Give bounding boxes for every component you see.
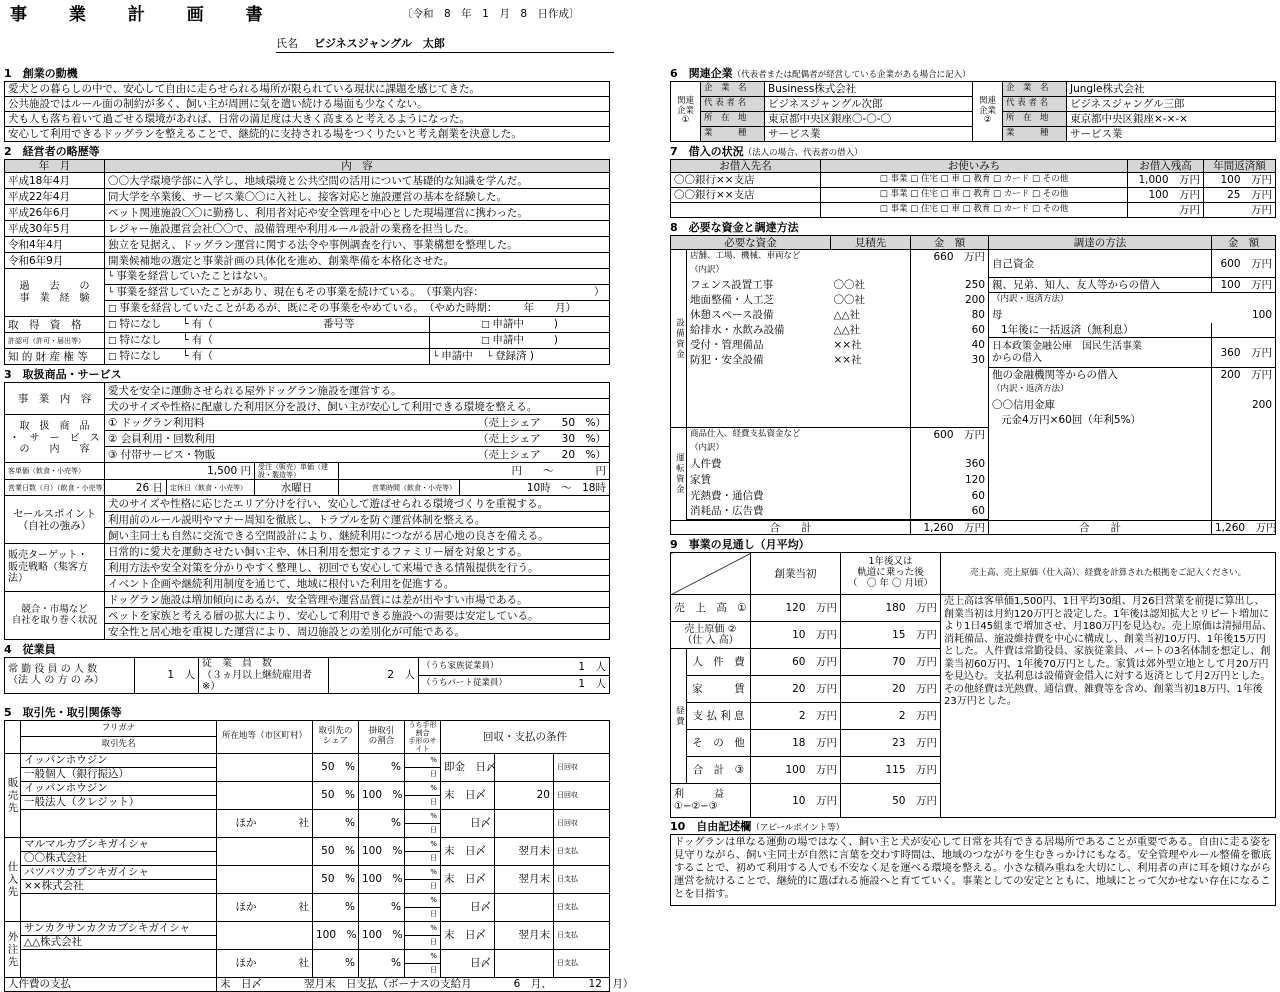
partner-kana: マルマルカブシキガイシャ [21,837,217,851]
funds-header-source-amount: 金 額 [1212,236,1276,250]
partners-header-location: 所在地等（市区町村） [217,720,313,753]
forecast-later: 70 万円 [841,649,941,676]
partner-day: 翌月末 [495,837,554,865]
fund-family-value: 100 万円 [1212,278,1276,293]
section-6-title: 6 関連企業（代表者または配偶者が経営している企業がある場合に記入） [670,67,971,80]
borrow-annual: 25 万円 [1204,188,1276,203]
funds-total-label: 合 計 [671,521,911,535]
fund-jfc-value: 360 万円 [1212,338,1276,368]
section-1-title: 1 創業の動機 [4,67,78,80]
partner-cond: 末 日〆 [441,837,495,865]
products-table [4,382,610,640]
supplier-side-label: 仕入先 [5,837,21,921]
expenses-side-label: 経費 [671,649,687,784]
funds-header-quote: 見積先 [831,236,911,250]
career-content: 〇〇大学環境学部に入学し、地域環境と公共空間の活用について基礎的な知識を学んだ。 [105,173,610,189]
related-label: 所 在 地 [701,112,765,127]
borrow-annual: 100 万円 [1204,173,1276,188]
related-label: 所 在 地 [1003,112,1067,127]
equip-vendor: ××社 [833,339,862,352]
free-text: ドッグランは単なる運動の場ではなく、飼い主と犬が安心して日常を共有できる居場所であることが重要である。自由に走る姿を見守りながら、飼い主同士が自然に言葉を交わす時間は、地域のつながりを生むきっかけにもなる。安全管理やルール整備を徹底することで、初めて利用する人でも不安なく足を運べる環境を整える。小さな積み重ねを大切にし、利用者の声に耳を傾けながら運営を続けることで、継続的に選ばれる施設へと育てていく。事業としての安定とともに、地域にとって欠かせない存在になることを目指す。 [670,834,1276,906]
borrow-header-balance: お借入残高 [1128,160,1204,173]
partner-day: 翌月末 [495,921,554,949]
related-2-rep: ビジネスジャングル三郎 [1067,97,1276,112]
payroll-label: 人件費の支払 [5,977,217,991]
officers-value: 1 人 [135,658,199,694]
section-3-title: 3 取扱商品・サービス [4,368,122,382]
owner-name-label: 氏名 [276,37,298,50]
section-5-title: 5 取引先・取引関係等 [4,705,122,719]
fund-family-note: （内訳・返済方法） [989,293,1212,308]
target-line: 利用方法や安全対策を分かりやすく整理し、初回でも安心して来場できる情報提供を行う。 [105,560,610,576]
family-employees-value: 1 人 [550,658,610,676]
equip-item: フェンス設置工事 [687,278,831,293]
partner-unit: 日支払 [553,837,609,865]
profit-label: 利 益 ①−②−③ [671,784,751,818]
profit-later: 50 万円 [841,784,941,818]
related-companies-table [670,81,1276,142]
past-business-label: 過 去 の 事 業 経 験 [5,269,105,317]
borrow-use-options[interactable]: □ 事業 □ 住宅 □ 車 □ 教育 □ カード □ その他 [821,188,1128,203]
unit-price-value: 1,500 円 [105,463,255,480]
biz-content-line: 犬のサイズや性格に配慮した利用区分を設け、飼い主が安心して利用できる環境を整える。 [105,399,610,415]
equip-vendor: △△社 [833,324,861,337]
past-business-option[interactable]: └ 事業を経営していたことはない。 [105,269,610,285]
borrow-balance: 100 万円 [1128,188,1204,203]
section-4-title: 4 従業員 [4,643,56,657]
equip-vendor: 〇〇社 [833,279,865,292]
partner-name: 一般個人（銀行振込） [21,767,217,781]
borrow-header-lender: お借入先名 [671,160,821,173]
competition-line: ドッグラン施設は増加傾向にあるが、安全管理や運営品質には差が出やすい市場である。 [105,592,610,608]
related-company-2-label: 関連企業② [973,82,1003,142]
equip-item: 給排水・水飲み設備 [687,323,831,338]
equipment-total: 660 万円 [911,250,989,264]
partner-credit: 100 % [359,837,405,865]
partner-cond: 即金 日〆 [441,753,495,781]
career-header-date: 年 月 [5,160,105,173]
funds-total-right: 1,260 万円 [1212,521,1276,535]
borrow-lender [671,203,821,218]
career-content: 開業候補地の選定と事業計画の具体化を進め、創業準備を本格化させた。 [105,253,610,269]
equip-amount: 80 [911,308,989,323]
related-2-name: Jungle株式会社 [1067,82,1276,97]
equip-amount: 40 [911,338,989,353]
related-label: 企 業 名 [701,82,765,97]
partner-credit: % [359,753,405,781]
funds-table [670,235,1276,535]
product-share: （売上シェア 50 %） [459,415,609,431]
related-1-address: 東京都中央区銀座〇-〇-〇 [765,112,973,127]
motivation-line: 愛犬との暮らしの中で、安心して自由に走らせられる場所が限られている現状に課題を感じてきた。 [5,82,610,97]
related-company-1-label: 関連企業① [671,82,701,142]
operating-sub: （内訳） [687,442,911,456]
partner-name: ××株式会社 [21,879,217,893]
funds-total-label-right: 合 計 [989,521,1212,535]
days-value: 26 日 [105,480,167,496]
equipment-fund-label: 設備資金 [671,250,687,428]
selling-point-line: 飼い主同士も自然に交流できる空間設計により、継続利用につながる居心地の良さを備える。 [105,528,610,544]
career-content: ペット関連施設〇〇に勤務し、利用者対応や安全管理を中心とした現場運営に携わった。 [105,205,610,221]
doc-title: 事 業 計 画 書 [10,5,281,25]
ip-option[interactable]: □ 特になし └ 有（ [105,349,430,365]
op-item: 家賃 [687,472,911,488]
partner-share: 50 % [313,865,359,893]
equip-vendor: ××社 [833,354,862,367]
holiday-label: 定休日（飲食・小売等） [167,480,255,496]
fund-other-detail-value: 200 [1212,398,1276,413]
related-2-industry: サービス業 [1067,127,1276,142]
sales-side-label: 販売先 [5,753,21,837]
career-header-content: 内 容 [105,160,610,173]
section-7-title: 7 借入の状況（法人の場合、代表者の借入） [670,145,863,158]
competition-label: 競合・市場など 自社を取り巻く状況 [5,592,105,640]
funds-header-need: 必要な資金 [671,236,831,250]
related-1-industry: サービス業 [765,127,973,142]
op-item: 人件費 [687,456,911,472]
employees-value: 2 人 [329,658,419,694]
fund-family-detail-value: 100 [1212,308,1276,323]
target-line: 日常的に愛犬を運動させたい飼い主や、休日利用を想定するファミリー層を対象とする。 [105,544,610,560]
equip-amount: 60 [911,323,989,338]
partner-day: 翌月末 [495,865,554,893]
fund-other-note: （内訳・返済方法） [989,383,1212,398]
fund-own: 自己資金 [989,250,1212,278]
related-2-address: 東京都中央区銀座×-×-× [1067,112,1276,127]
partner-cond: 末 日〆 [441,781,495,809]
equip-item: 地面整備・人工芝 [687,293,831,308]
qualification-option[interactable]: □ 特になし └ 有（ 番号等 [105,317,430,333]
products-label: 取 扱 商 品 ・ サ ー ビ ス の 内 容 [5,415,105,463]
section-10-title: 10 自由記述欄（アピールポイント等） [670,820,845,834]
partner-name: 一般法人（クレジット） [21,795,217,809]
order-price-value: 円 〜 円 [339,463,610,480]
related-label: 企 業 名 [1003,82,1067,97]
borrow-lender: 〇〇銀行××支店 [671,188,821,203]
forecast-header-later: 1年後又は 軌道に乗った後 （ 〇 年 〇 月頃） [841,553,941,595]
forecast-later: 180 万円 [841,595,941,622]
operating-total: 600 万円 [911,428,989,442]
product-share: （売上シェア 20 %） [459,447,609,463]
career-date: 令和4年4月 [5,237,105,253]
partner-credit: 100 % [359,865,405,893]
career-date: 平成18年4月 [5,173,105,189]
funds-total-left: 1,260 万円 [911,521,989,535]
forecast-later: 23 万円 [841,730,941,757]
partner-other: ほか 社 [217,949,313,977]
partner-kana: イッパンホウジン [21,753,217,767]
selling-point-line: 犬のサイズや性格に応じたエリア分けを行い、安心して遊ばせられる環境づくりを重視する。 [105,496,610,512]
partners-table: フリガナ 所在地等（市区町村） 取引先の シェア 掛取引 の割合 うち手形割合 手形のサイト 回収・支払の条件 取引先名 販売先 イッパンホウジン 50 % % % 即金 日〆 日回収 一般個人（銀行振込） 日 イッパンホウジン 50 % 100 % % 末 日〆 20 日回収 一般法人（クレジット） 日 ほか 社 % % % 日〆 日回収 日 仕入先 マルマルカブシキガイシャ 50 % 100 % % 末 日〆 翌月末 日支払 〇〇株式会社 日 バツバツカブシキガイシャ 50 % 100 % % 末 日〆 翌月末 日支払 ××株式会社 日 ほか 社 % % % 日〆 日支払 日 外注先 サンカクサンカクカブシキガイシャ 100 % 100 % % 末 日〆 翌月末 日支払 △△株式会社 日 ほか 社 % % % 日〆 日支払 日 人件費の支払 末 日〆 翌月末 日支払（ボーナスの支給月 6 月、 12 月） [4,720,610,992]
partners-header-kana: フリガナ [21,720,217,737]
fund-other-value: 200 万円 [1212,368,1276,383]
related-1-name: Business株式会社 [765,82,973,97]
forecast-later: 115 万円 [841,757,941,784]
op-amount: 360 [911,456,989,472]
forecast-label: 売上原価 ② （仕 入 高） [671,622,751,649]
equipment-sub: （内訳） [687,264,911,278]
ip-label: 知 的 財 産 権 等 [5,349,105,365]
section-8-title: 8 必要な資金と調達方法 [670,221,799,235]
profit-start: 10 万円 [751,784,841,818]
forecast-start: 60 万円 [751,649,841,676]
partner-day: 20 [495,781,554,809]
funds-header-source: 調達の方法 [989,236,1212,250]
target-line: イベント企画や継続利用制度を通じて、地域に根付いた利用を促進する。 [105,576,610,592]
borrow-header-annual: 年間返済額 [1204,160,1276,173]
competition-line: ペットを家族と考える層の拡大により、安心して利用できる施設への需要は安定している。 [105,608,610,624]
fund-other-detail: 〇〇信用金庫 [989,398,1212,413]
motivation-line: 安心して利用できるドッグランを整えることで、継続的に支持される場をつくりたいと考え創業を決意した。 [5,127,610,142]
days-label: 営業日数（月）（飲食・小売等） [5,480,105,496]
career-content: 同大学を卒業後、サービス業〇〇に入社し、接客対応と施設運営の基本を経験した。 [105,189,610,205]
partner-share: 100 % [313,921,359,949]
forecast-basis: 売上高は客単価1,500円、1日平均30組、月26日営業を前提に算出し、創業当初は月約120万円と設定した。1年後は認知拡大とリピート増加により1日45組まで増加させ、月180万円を見込む。売上原価は清掃用品、消耗備品、施設維持費を中心に構成し、創業当初10万円、1年後15万円とした。人件費は常勤役員、家族従業員、パートの3名体制を想定し、創業当初60万円、1年後70万円とした。家賃は郊外型立地として月20万円を見込む。支払利息は設備資金借入に対する返済として月2万円とした。その他経費は光熱費、通信費、雑費等を含め、創業当初18万円、1年後23万円とした。 [941,595,1276,818]
owner-name-value: ビジネスジャングル 太郎 [314,37,445,50]
biz-content-line: 愛犬を安全に運動させられる屋外ドッグラン施設を運営する。 [105,383,610,399]
partner-day [495,753,554,781]
competition-line: 安全性と居心地を重視した運営により、周辺施設との差別化が可能である。 [105,624,610,640]
equip-amount: 200 [911,293,989,308]
permit-option[interactable]: □ 特になし └ 有（ [105,333,430,349]
product-name: ③ 付帯サービス・物販 [105,447,460,463]
career-table [4,159,610,365]
outsource-side-label: 外注先 [5,921,21,977]
forecast-label: 人 件 費 [687,649,751,676]
forecast-later: 20 万円 [841,676,941,703]
career-date: 平成26年6月 [5,205,105,221]
career-content: レジャー施設運営会社〇〇で、設備管理や利用ルール設計の業務を担当した。 [105,221,610,237]
unit-price-label: 客単価（飲食・小売等） [5,463,105,480]
borrow-balance: 1,000 万円 [1128,173,1204,188]
borrow-use-options[interactable]: □ 事業 □ 住宅 □ 車 □ 教育 □ カード □ その他 [821,203,1128,218]
partner-kana: イッパンホウジン [21,781,217,795]
borrow-lender: 〇〇銀行××支店 [671,173,821,188]
forecast-later: 2 万円 [841,703,941,730]
partner-name: △△株式会社 [21,935,217,949]
family-employees-label: （うち家族従業員） [419,658,550,676]
related-label: 代 表 者 名 [701,97,765,112]
employees-table [4,657,610,694]
forecast-start: 18 万円 [751,730,841,757]
doc-date: 〔令和 8 年 1 月 8 日作成〕 [402,8,580,20]
payroll-value: 末 日〆 翌月末 日支払（ボーナスの支給月 6 月、 12 月） [217,977,610,991]
fund-family-repay: 1年後に一括返済（無利息） [989,323,1212,338]
forecast-start: 20 万円 [751,676,841,703]
op-amount: 120 [911,472,989,488]
forecast-later: 15 万円 [841,622,941,649]
forecast-label: 合 計 ③ [687,757,751,784]
forecast-start: 100 万円 [751,757,841,784]
op-item: 消耗品・広告費 [687,504,911,520]
forecast-label: 売 上 高 ① [671,595,751,622]
partner-other: ほか 社 [217,809,313,837]
forecast-start: 120 万円 [751,595,841,622]
partner-cond: 末 日〆 [441,921,495,949]
selling-point-label: セールスポイント （自社の強み） [5,496,105,544]
career-date: 平成22年4月 [5,189,105,205]
motivation-table [4,81,610,142]
partner-share: 50 % [313,781,359,809]
op-amount: 60 [911,488,989,504]
hours-value: 10時 〜 18時 [459,480,609,496]
owner-name-field [276,38,614,53]
career-date: 令和6年9月 [5,253,105,269]
equip-item: 受付・管理備品 [687,338,831,353]
forecast-header-basis: 売上高、売上原価（仕入高）、経費を計算された根拠をご記入ください。 [941,553,1276,595]
ip-applying[interactable]: └ 申請中 └ 登録済 ) [430,349,610,365]
borrowings-table [670,159,1276,218]
partner-unit: 日支払 [553,865,609,893]
forecast-start: 2 万円 [751,703,841,730]
holiday-value: 水曜日 [255,480,339,496]
equip-amount: 30 [911,353,989,368]
forecast-start: 10 万円 [751,622,841,649]
op-amount: 60 [911,504,989,520]
partner-unit: 日回収 [553,753,609,781]
employees-label: 従 業 員 数 （３ヵ月以上継続雇用者※） [199,658,329,694]
equip-amount: 250 [911,278,989,293]
officers-label: 常 勤 役 員 の 人 数 （法 人 の 方 の み） [5,658,135,694]
biz-content-label: 事 業 内 容 [5,383,105,415]
partner-kana: バツバツカブシキガイシャ [21,865,217,879]
related-label: 代 表 者 名 [1003,97,1067,112]
borrow-header-use: お使いみち [821,160,1128,173]
partner-credit: 100 % [359,781,405,809]
qualification-applying[interactable]: □ 申請中 ) [430,317,610,333]
fund-family: 親、兄弟、知人、友人等からの借入 [989,278,1212,293]
equip-item: 防犯・安全設備 [687,353,831,368]
part-employees-value: 1 人 [550,675,610,693]
equip-vendor: △△社 [833,309,861,322]
past-business-option[interactable]: □ 事業を経営していたことがあるが、既にその事業をやめている。 （やめた時期： 年 月） [105,301,610,317]
part-employees-label: （うちパート従業員） [419,675,550,693]
related-label: 業 種 [1003,127,1067,142]
motivation-line: 犬も人も落ち着いて過ごせる環境があれば、日常の満足度は大きく高まると考えるようになった。 [5,112,610,127]
related-1-rep: ビジネスジャングル次郎 [765,97,973,112]
partner-unit: 日支払 [553,921,609,949]
partners-header-name: 取引先名 [21,737,217,754]
fund-family-detail: 母 [989,308,1212,323]
funds-header-amount: 金 額 [911,236,989,250]
forecast-corner [671,553,751,595]
related-label: 業 種 [701,127,765,142]
qualification-label: 取 得 資 格 [5,317,105,333]
partner-name: 〇〇株式会社 [21,851,217,865]
partner-unit: 日回収 [553,781,609,809]
career-content: 独立を見据え、ドッグラン運営に関する法令や事例調査を行い、事業構想を整理した。 [105,237,610,253]
partners-header-bill: うち手形割合 手形のサイト [405,720,441,753]
permit-label: 許認可（許可・届出等） [5,333,105,349]
fund-jfc: 日本政策金融公庫 国民生活事業 からの借入 [989,338,1212,368]
partner-credit: 100 % [359,921,405,949]
forecast-header-start: 創業当初 [751,553,841,595]
borrow-balance: 万円 [1128,203,1204,218]
forecast-label: 家 賃 [687,676,751,703]
motivation-line: 公共施設ではルール面の制約が多く、飼い主が周囲に気を遣い続ける場面も少なくない。 [5,97,610,112]
fund-own-value: 600 万円 [1212,250,1276,278]
equip-vendor: 〇〇社 [833,294,865,307]
product-share: （売上シェア 30 %） [459,431,609,447]
fund-other-repay: 元金4万円×60回（年利5%） [989,413,1212,428]
partner-share: 50 % [313,837,359,865]
partners-header-credit: 掛取引 の割合 [359,720,405,753]
borrow-annual: 万円 [1204,203,1276,218]
section-2-title: 2 経営者の略歴等 [4,145,100,158]
order-price-label: 受注（販売）単価（建設・製造等） [255,463,339,480]
hours-label: 営業時間（飲食・小売等） [339,480,460,496]
equip-item: 休憩スペース設備 [687,308,831,323]
equipment-head: 店舗、工場、機械、車両など [687,250,911,264]
forecast-label: 支 払 利 息 [687,703,751,730]
operating-head: 商品仕入、経費支払資金など [687,428,911,442]
target-label: 販売ターゲット・ 販売戦略（集客方 法） [5,544,105,592]
partner-other: ほか 社 [217,893,313,921]
selling-point-line: 利用前のルール説明やマナー周知を徹底し、トラブルを防ぐ運営体制を整える。 [105,512,610,528]
partner-cond: 末 日〆 [441,865,495,893]
product-name: ① ドッグラン利用料 [105,415,460,431]
operating-fund-label: 運転資金 [671,428,687,521]
op-item: 光熱費・通信費 [687,488,911,504]
borrow-use-options[interactable]: □ 事業 □ 住宅 □ 車 □ 教育 □ カード □ その他 [821,173,1128,188]
partners-header-conditions: 回収・支払の条件 [441,720,610,753]
career-date: 平成30年5月 [5,221,105,237]
forecast-table [670,552,1276,818]
partner-share: 50 % [313,753,359,781]
fund-other: 他の金融機関等からの借入 [989,368,1212,383]
partners-header-share: 取引先の シェア [313,720,359,753]
forecast-label: そ の 他 [687,730,751,757]
past-business-option[interactable]: └ 事業を経営していたことがあり、現在もその事業を続けている。 （事業内容： ） [105,285,610,301]
permit-applying[interactable]: □ 申請中 ) [430,333,610,349]
section-9-title: 9 事業の見通し（月平均） [670,538,810,552]
partner-kana: サンカクサンカクカブシキガイシャ [21,921,217,935]
product-name: ② 会員利用・回数利用 [105,431,460,447]
